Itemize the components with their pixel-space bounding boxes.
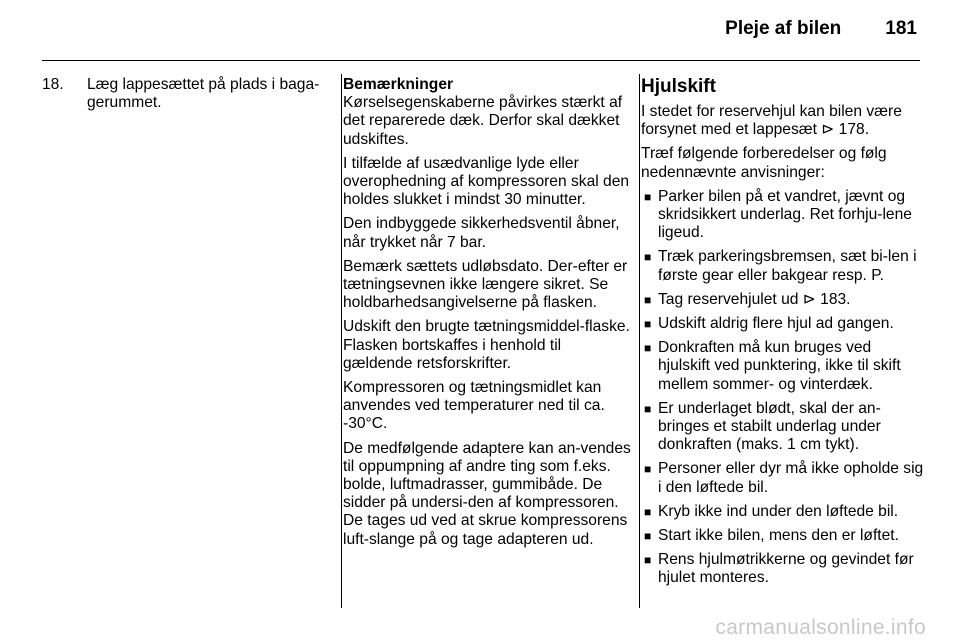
page-title: Pleje af bilen (725, 18, 842, 39)
notes-paragraph: De medfølgende adaptere kan an-vendes til oppumpning af andre ting som f.eks. bolde, luftmadrasser, gummibåde. De sidder på undersi-den af kompressoren. De tages ud ved at skrue kompressorens luft-slange på og tage adapteren ud. (343, 439, 631, 548)
column-divider-1 (341, 74, 342, 608)
page-number: 181 (885, 18, 917, 39)
notes-paragraph: I tilfælde af usædvanlige lyde eller overophedning af kompressoren skal den holdes slukket i mindst 30 minutter. (343, 154, 630, 209)
intro-paragraph: Træf følgende forberedelser og følg nedennævnte anvisninger: (641, 145, 887, 181)
bullet-icon: ■ (644, 317, 652, 332)
notes-paragraph: Den indbyggede sikkerhedsventil åbner, når trykket når 7 bar. (343, 215, 620, 251)
list-item: ■ Personer eller dyr må ikke opholde sig i den løftede bil. (641, 460, 926, 496)
notes-paragraph: Kompressoren og tætningsmidlet kan anvendes ved temperaturer ned til ca. -30°C. (343, 379, 605, 433)
bullet-icon: ■ (644, 292, 652, 307)
step-item (42, 76, 332, 112)
bullet-icon: ■ (644, 189, 652, 204)
intro-paragraph: I stedet for reservehjul kan bilen være forsynet med et lappesæt ⊳ 178. (641, 103, 902, 139)
section-heading: Hjulskift (641, 76, 716, 97)
step-number: 18. (42, 76, 64, 93)
bullet-icon: ■ (644, 504, 652, 519)
column-divider-2 (639, 74, 640, 608)
bullet-icon: ■ (644, 529, 652, 544)
watermark: carmanualsonline.info (715, 616, 926, 639)
list-item: ■ Rens hjulmøtrikkerne og gevindet før hjulet monteres. (641, 551, 926, 587)
column-2 (343, 76, 633, 555)
header-rule (42, 60, 920, 61)
bullet-icon: ■ (644, 401, 652, 416)
bullet-icon: ■ (644, 341, 652, 356)
column-1 (42, 76, 332, 112)
step-text: Læg lappesættet på plads i baga- gerummet. (87, 76, 320, 112)
column-3 (641, 76, 926, 594)
bullet-icon: ■ (644, 250, 652, 265)
list-item: ■ Parker bilen på et vandret, jævnt og skridsikkert underlag. Ret forhju-lene ligeud. (641, 188, 926, 243)
instruction-list (641, 188, 926, 588)
notes-paragraph: Udskift den brugte tætningsmiddel-flaske. Flasken bortskaffes i henhold til gældende retsforskrifter. (343, 318, 630, 372)
notes-paragraph: Kørselsegenskaberne påvirkes stærkt af det reparerede dæk. Derfor skal dækket udskiftes. (343, 94, 623, 148)
notes-heading: Bemærkninger (343, 76, 454, 93)
list-item: ■ Træk parkeringsbremsen, sæt bi-len i første gear eller bakgear resp. P. (641, 248, 926, 284)
list-item: ■ Er underlaget blødt, skal der an-bringes et stabilt underlag under donkraften (maks. 1 cm tykt). (641, 400, 926, 455)
page-header (725, 18, 917, 40)
bullet-icon: ■ (644, 462, 652, 477)
list-item: ■ Udskift aldrig flere hjul ad gangen. (641, 315, 926, 333)
notes-paragraph: Bemærk sættets udløbsdato. Der-efter er tætningsevnen ikke længere sikret. Se holdbarhedsangivelserne på flasken. (343, 257, 628, 312)
list-item: ■ Start ikke bilen, mens den er løftet. (641, 527, 926, 545)
list-item: ■ Donkraften må kun bruges ved hjulskift ved punktering, ikke til skift mellem sommer- og vinterdæk. (641, 339, 926, 394)
list-item: ■ Kryb ikke ind under den løftede bil. (641, 503, 926, 521)
bullet-icon: ■ (644, 553, 652, 568)
list-item: ■ Tag reservehjulet ud ⊳ 183. (641, 291, 926, 309)
